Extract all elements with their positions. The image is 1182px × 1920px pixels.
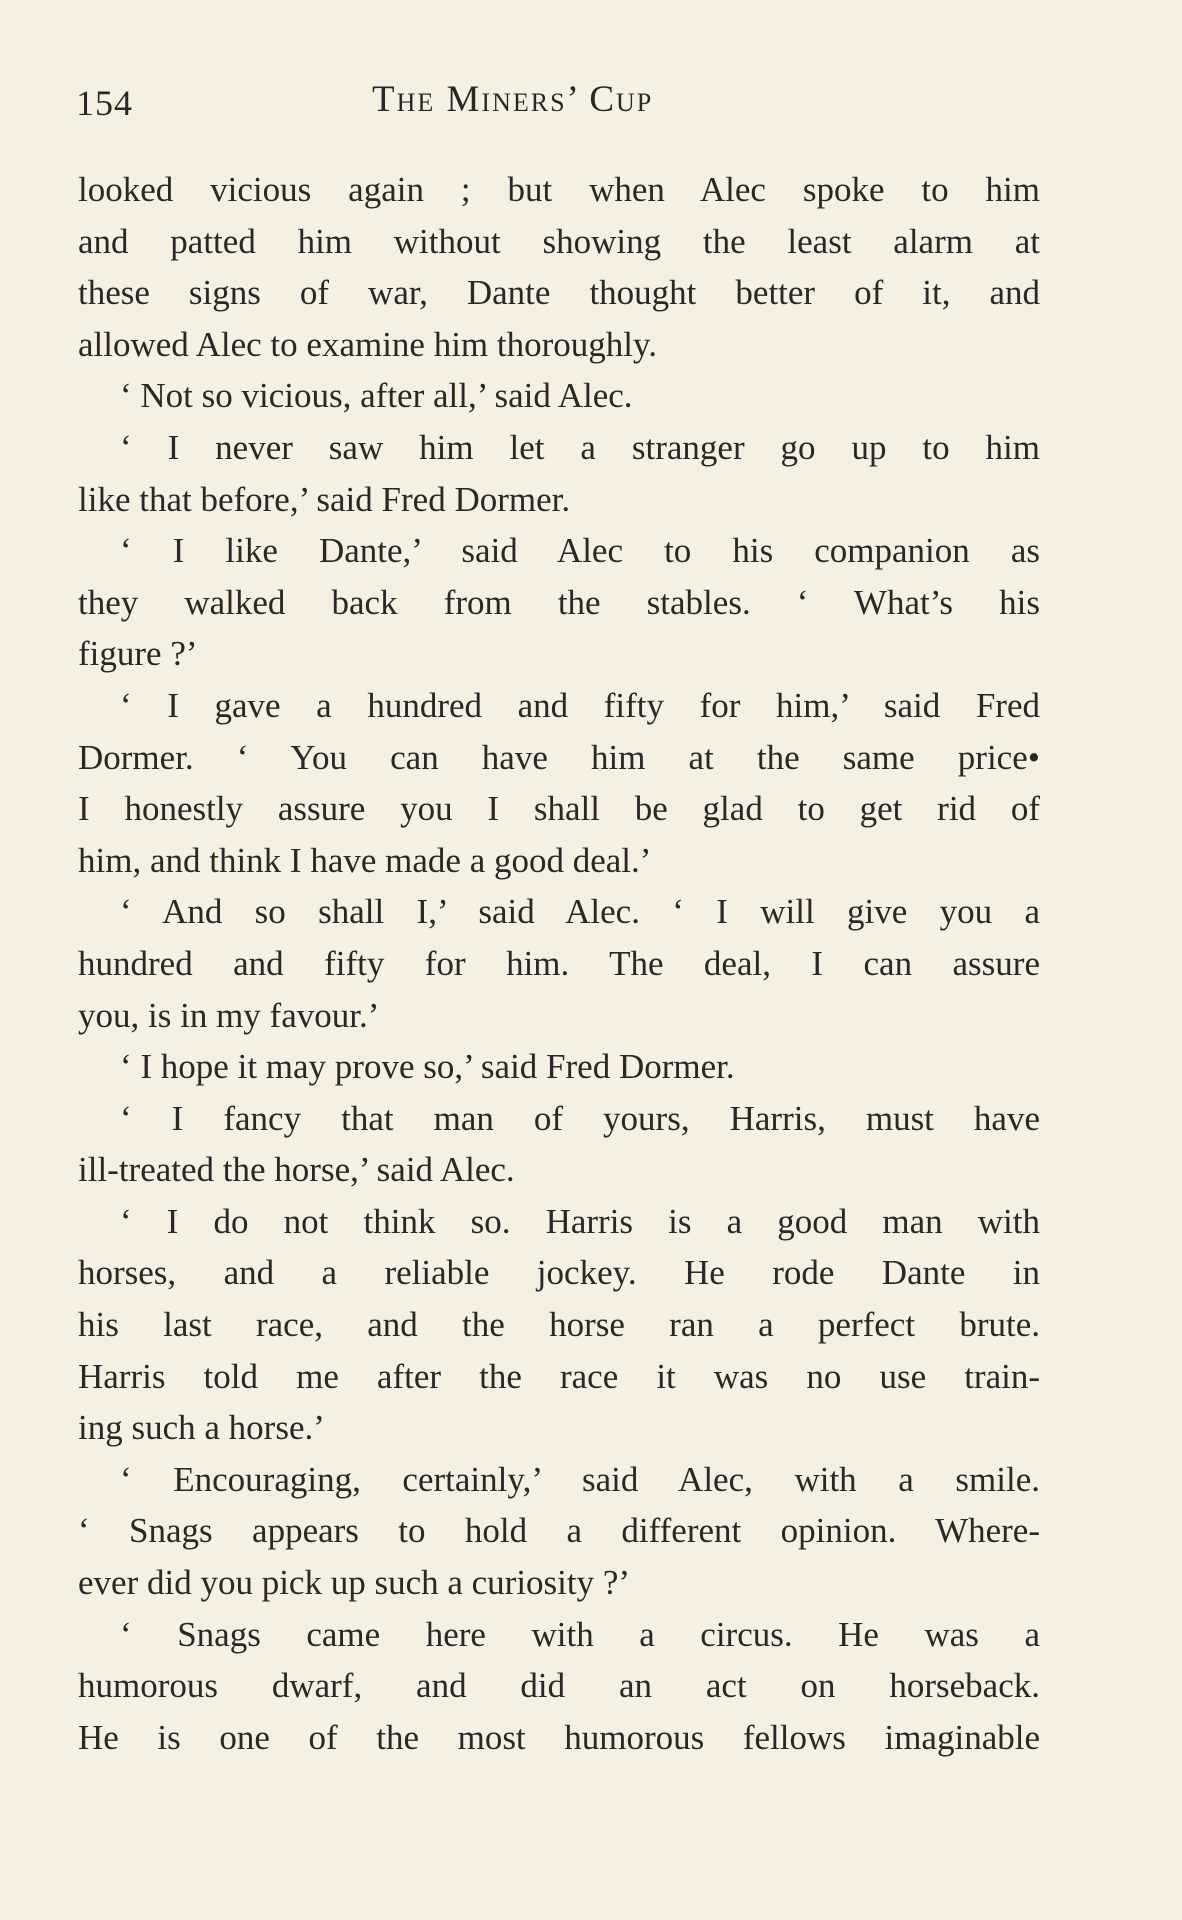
text-line: ‘ I hope it may prove so,’ said Fred Dormer. [120, 1047, 735, 1087]
text-line: ‘ I fancy that man of yours, Harris, must have [120, 1098, 1040, 1138]
text-line: ‘ I never saw him let a stranger go up to him [120, 427, 1040, 467]
text-line: I honestly assure you I shall be glad to get rid of [78, 789, 1040, 829]
text-line: horses, and a reliable jockey. He rode Dante in [78, 1253, 1040, 1293]
text-line: looked vicious again ; but when Alec spoke to him [78, 170, 1040, 209]
text-line: allowed Alec to examine him thoroughly. [78, 324, 657, 364]
page-number: 154 [76, 83, 133, 123]
running-title: The Miners’ Cup [372, 79, 654, 120]
text-line: ‘ I like Dante,’ said Alec to his companion as [120, 531, 1040, 571]
text-line: ing such a horse.’ [78, 1408, 325, 1448]
text-line: these signs of war, Dante thought better of it, and [78, 273, 1040, 313]
text-line: ‘ Snags appears to hold a different opinion. Where- [78, 1511, 1040, 1551]
text-line: they walked back from the stables. ‘ What’s his [78, 582, 1040, 622]
text-line: ‘ Not so vicious, after all,’ said Alec. [120, 376, 633, 416]
text-line: figure ?’ [78, 634, 198, 674]
text-line: ‘ Snags came here with a circus. He was a [120, 1614, 1040, 1654]
text-line: you, is in my favour.’ [78, 995, 380, 1035]
text-line: and patted him without showing the least alarm at [78, 221, 1040, 261]
text-line: his last race, and the horse ran a perfect brute. [78, 1305, 1040, 1345]
text-line: like that before,’ said Fred Dormer. [78, 479, 571, 519]
text-line: humorous dwarf, and did an act on horseback. [78, 1666, 1040, 1706]
text-line: ‘ I gave a hundred and fifty for him,’ said Fred [120, 685, 1040, 725]
text-line: ‘ And so shall I,’ said Alec. ‘ I will give you a [120, 892, 1040, 932]
text-line: hundred and fifty for him. The deal, I can assure [78, 943, 1040, 983]
text-line: Dormer. ‘ You can have him at the same price• [78, 737, 1040, 777]
text-line: Harris told me after the race it was no use train- [78, 1356, 1040, 1396]
text-line: ever did you pick up such a curiosity ?’ [78, 1563, 631, 1603]
body-text [78, 164, 1040, 1763]
text-line: him, and think I have made a good deal.’ [78, 840, 652, 880]
text-line: ‘ Encouraging, certainly,’ said Alec, with a smile. [120, 1459, 1040, 1499]
text-line: ill-treated the horse,’ said Alec. [78, 1150, 515, 1190]
text-line: ‘ I do not think so. Harris is a good man with [120, 1201, 1040, 1241]
page-header [76, 78, 1042, 126]
text-line: He is one of the most humorous fellows imaginable [78, 1717, 1040, 1757]
